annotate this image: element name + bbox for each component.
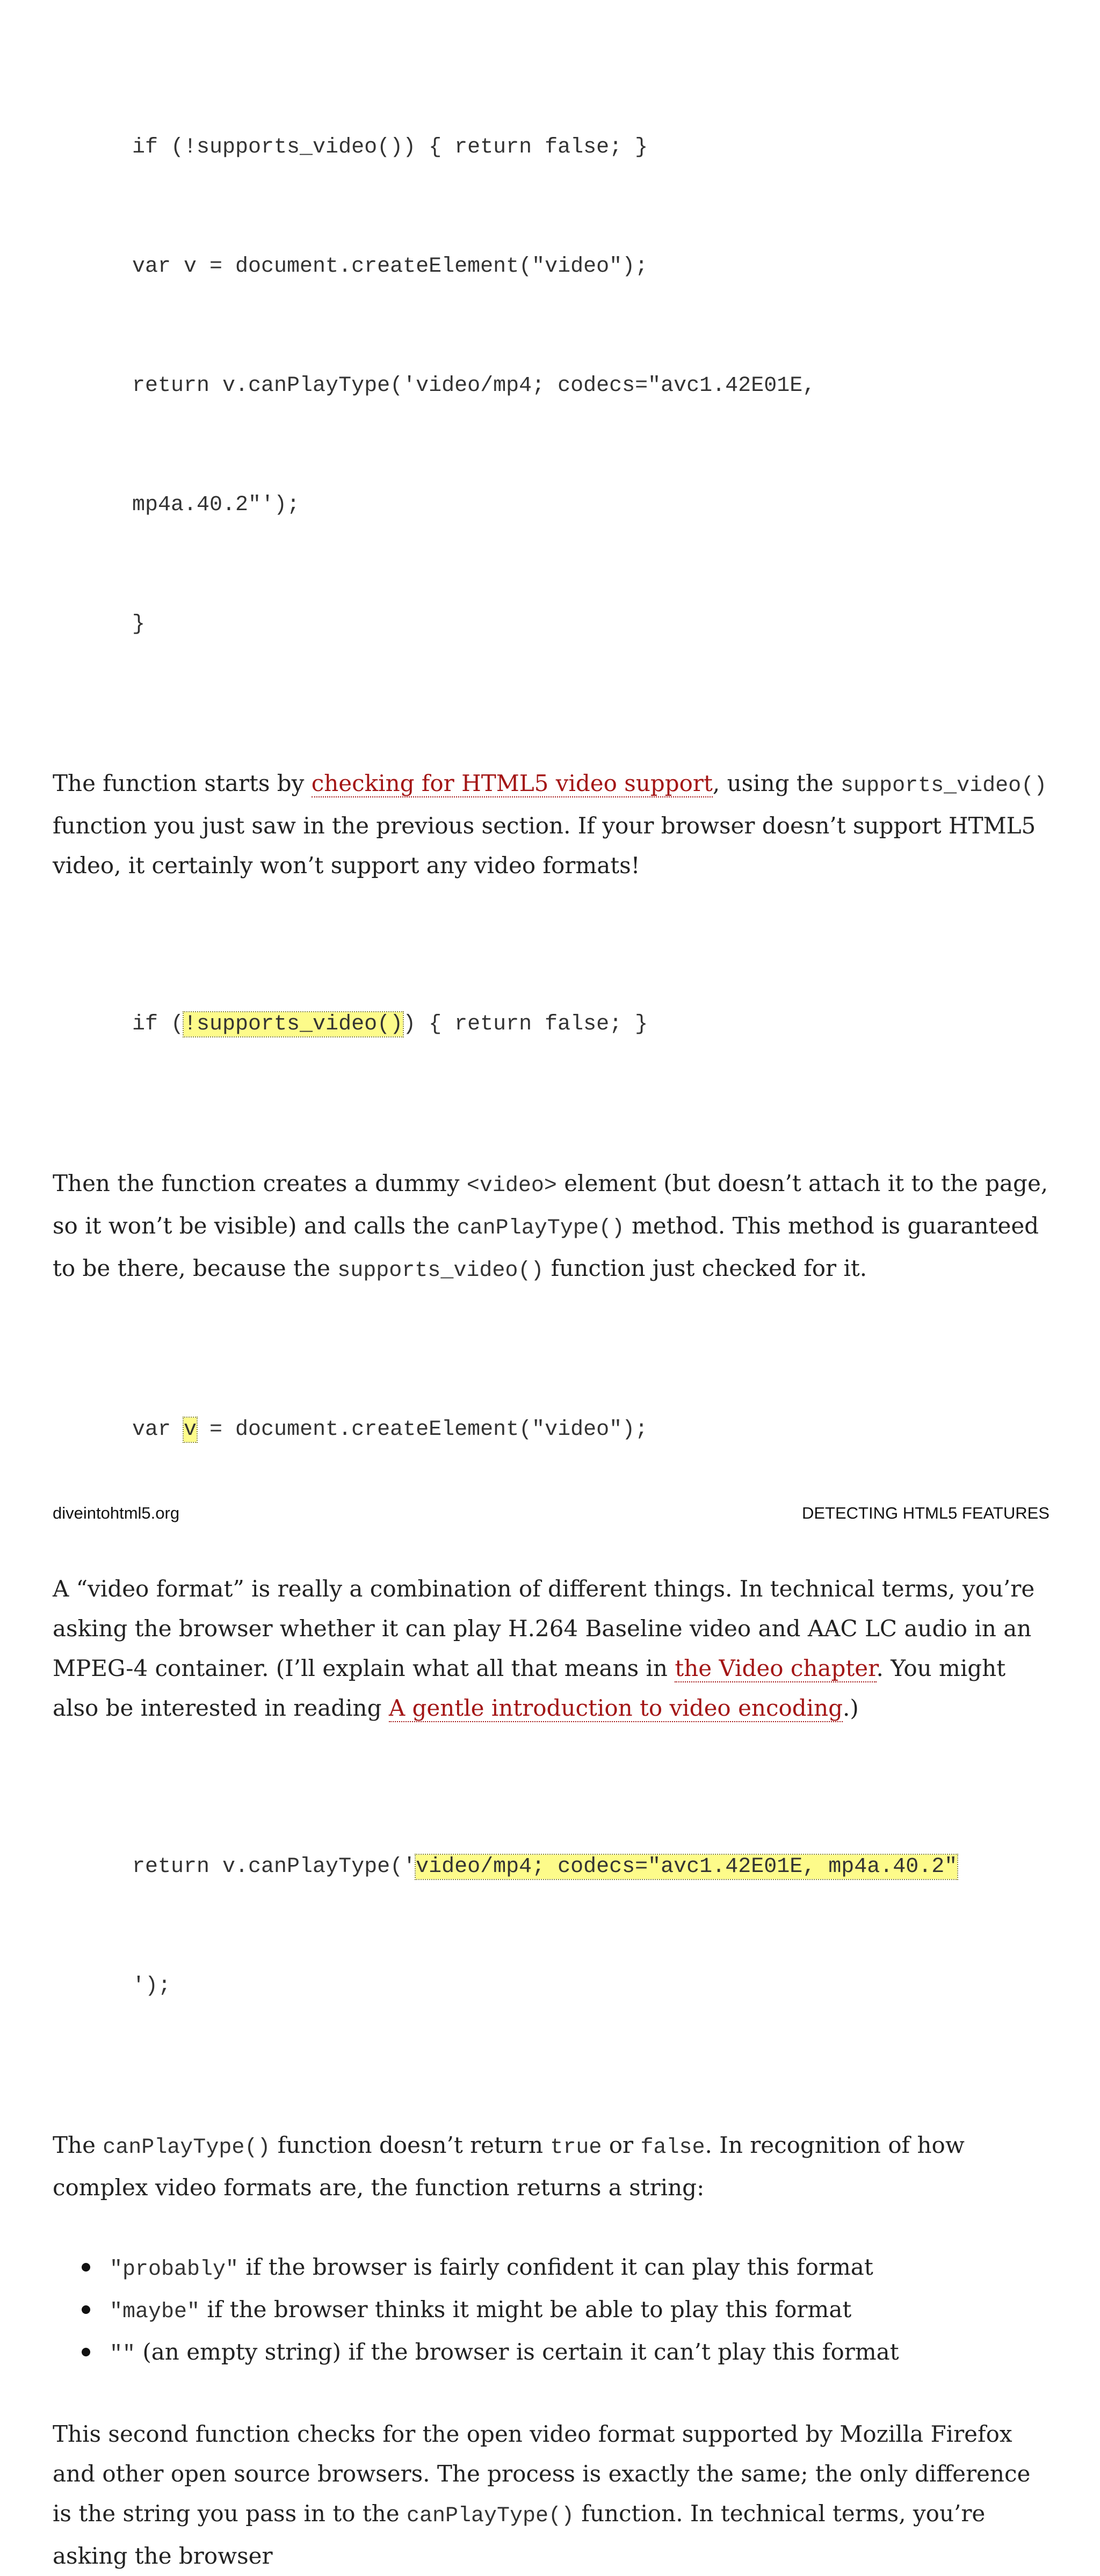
text: method. This method is guaranteed to be there, because the <box>53 1213 1039 1281</box>
text: The <box>53 2132 103 2158</box>
text: .) <box>843 1695 859 1721</box>
link-video-encoding-intro[interactable]: A gentle introduction to video encoding <box>388 1695 843 1721</box>
paragraph-dummy-element <box>53 1164 1052 1291</box>
code-line <box>132 1410 1052 1450</box>
document-page <box>53 48 1052 2576</box>
inline-code: supports_video() <box>337 1259 544 1283</box>
code-line: if (!supports_video()) { return false; } <box>132 135 648 159</box>
list-item <box>82 2332 1052 2375</box>
list-item <box>82 2290 1052 2332</box>
bullet-icon <box>82 2263 90 2272</box>
code-text: return v.canPlayType(' <box>132 1855 416 1879</box>
code-highlight: !supports_video() <box>184 1012 403 1036</box>
inline-code: canPlayType() <box>406 2504 575 2528</box>
code-line: } <box>132 612 146 636</box>
code-line <box>132 1847 1052 1887</box>
code-line: var v = document.createElement("video"); <box>132 255 648 279</box>
inline-code: false <box>640 2136 705 2160</box>
bullet-icon <box>82 2305 90 2314</box>
paragraph-video-format <box>53 1569 1052 1728</box>
link-checking-video-support[interactable]: checking for HTML5 video support <box>311 770 713 796</box>
code-block-create-element <box>132 1331 1052 1529</box>
text: element (but doesn’t attach it to the page, so it won’t be visible) and calls the <box>53 1170 1048 1239</box>
text: . In recognition of how complex video formats are, the function returns a string: <box>53 2132 965 2201</box>
text: function you just saw in the previous section. If your browser doesn’t support HTML5 video, it certainly won’t support any video formats! <box>53 812 1036 879</box>
text: . You might also be interested in reading <box>53 1655 1006 1721</box>
text: function. In technical terms, you’re asking the browser <box>53 2500 986 2569</box>
code-text: = document.createElement("video"); <box>197 1418 648 1442</box>
bullet-icon <box>82 2348 90 2356</box>
inline-code: "probably" <box>110 2258 239 2282</box>
inline-code: supports_video() <box>841 774 1047 798</box>
paragraph-return-values <box>53 2125 1052 2208</box>
code-block-can-play-type <box>132 1768 1052 2086</box>
inline-code: "" <box>110 2342 136 2367</box>
code-line <box>132 1005 1052 1044</box>
code-line: '); <box>132 1974 171 1998</box>
text: The function starts by <box>53 770 312 796</box>
paragraph-open-format <box>53 2414 1052 2576</box>
text: if the browser thinks it might be able to play this format <box>200 2296 852 2323</box>
footer-chapter-title: DETECTING HTML5 FEATURES <box>801 1504 1050 1522</box>
code-text: var <box>132 1418 184 1442</box>
text: function doesn’t return <box>270 2132 551 2158</box>
paragraph-intro <box>53 764 1052 886</box>
text: This second function checks for the open video format supported by Mozilla Firefox and other open source browsers. The process is exactly the same; the only difference is the string you pass in to the <box>53 2421 1031 2527</box>
text: (an empty string) if the browser is certain it can’t play this format <box>135 2339 899 2365</box>
inline-code: canPlayType() <box>457 1216 625 1240</box>
code-block-support-check <box>132 925 1052 1124</box>
return-value-list <box>53 2247 1052 2375</box>
text: Then the function creates a dummy <box>53 1170 467 1196</box>
link-video-chapter[interactable]: the Video chapter <box>675 1655 877 1681</box>
inline-code: "maybe" <box>110 2300 200 2324</box>
code-line: mp4a.40.2"'); <box>132 493 300 517</box>
code-line: return v.canPlayType('video/mp4; codecs="avc1.42E01E, <box>132 374 816 398</box>
text: , using the <box>712 770 841 796</box>
inline-code: true <box>550 2136 602 2160</box>
code-text: if ( <box>132 1012 184 1036</box>
inline-code: <video> <box>466 1174 557 1198</box>
text: A “video format” is really a combination of different things. In technical terms, you’re asking the browser whether it can play H.264 Baseline video and AAC LC audio in an MPEG-4 container. (I’ll explain what all that means in <box>53 1576 1035 1681</box>
code-highlight: video/mp4; codecs="avc1.42E01E, mp4a.40.2" <box>416 1855 958 1879</box>
text: function just checked for it. <box>544 1255 867 1281</box>
text: if the browser is fairly confident it can play this format <box>238 2254 873 2280</box>
code-highlight: v <box>184 1418 197 1442</box>
inline-code: canPlayType() <box>103 2136 271 2160</box>
list-item <box>82 2247 1052 2290</box>
code-text: ) { return false; } <box>403 1012 648 1036</box>
text: or <box>602 2132 641 2158</box>
code-block-function <box>132 48 1052 724</box>
footer-site-name: diveintohtml5.org <box>53 1504 180 1522</box>
